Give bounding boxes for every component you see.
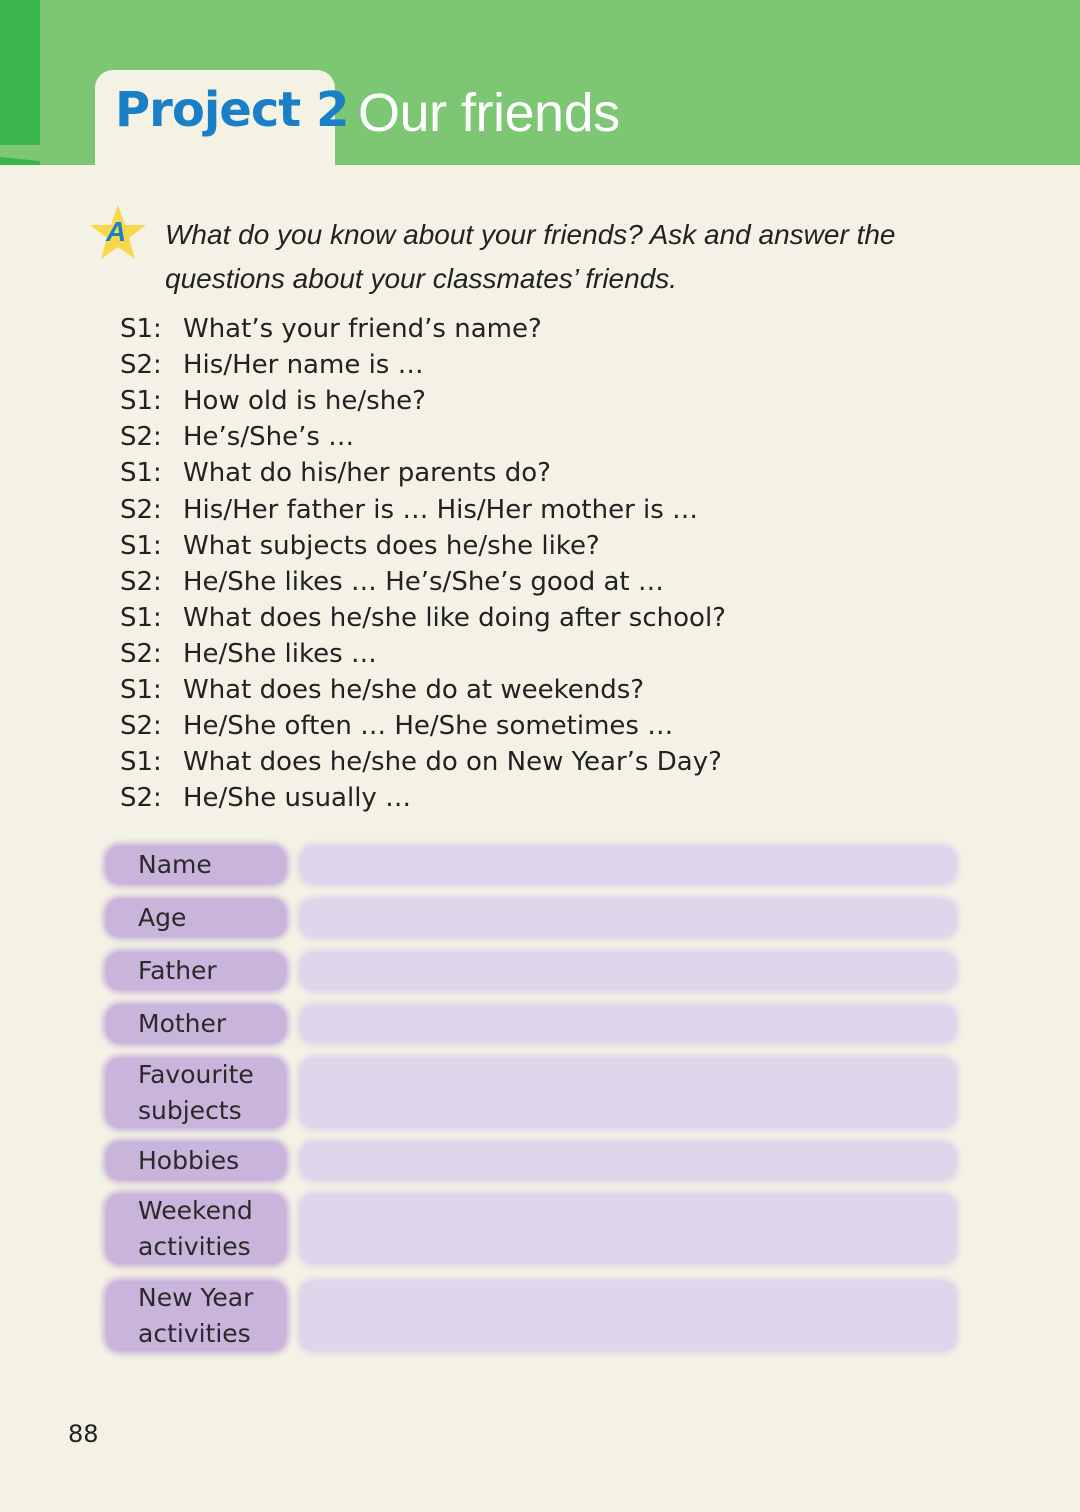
dialogue-line bbox=[120, 564, 880, 600]
dialogue-line bbox=[120, 455, 880, 491]
form-field-name[interactable] bbox=[300, 846, 956, 884]
speaker-label: S2: bbox=[120, 711, 162, 742]
form-label-hobbies: Hobbies bbox=[106, 1142, 286, 1180]
form-label-name: Name bbox=[106, 846, 286, 884]
dialogue-text: He/She often … He/She sometimes … bbox=[183, 711, 674, 742]
dialogue-text: What does he/she like doing after school? bbox=[183, 602, 726, 633]
dialogue-text: What subjects does he/she like? bbox=[183, 530, 600, 561]
form-label-favourite-subjects: Favourite subjects bbox=[106, 1058, 286, 1128]
form-field-weekend-activities[interactable] bbox=[300, 1194, 956, 1264]
speaker-label: S1: bbox=[120, 458, 162, 489]
dialogue-text: He’s/She’s … bbox=[183, 422, 355, 453]
dialogue-text: What’s your friend’s name? bbox=[183, 314, 542, 345]
speaker-label: S2: bbox=[120, 350, 162, 381]
speaker-label: S1: bbox=[120, 747, 162, 778]
dialogue-text: What does he/she do on New Year’s Day? bbox=[183, 747, 722, 778]
dialogue-line bbox=[120, 311, 880, 347]
speaker-label: S1: bbox=[120, 674, 162, 705]
form-field-father[interactable] bbox=[300, 952, 956, 990]
form-label-new-year-activities: New Year activities bbox=[106, 1281, 286, 1351]
form-field-hobbies[interactable] bbox=[300, 1142, 956, 1180]
dialogue-line bbox=[120, 383, 880, 419]
dialogue-line bbox=[120, 419, 880, 455]
header-strip bbox=[0, 0, 40, 165]
dialogue-line bbox=[120, 600, 880, 636]
form-label-father: Father bbox=[106, 952, 286, 990]
speaker-label: S2: bbox=[120, 566, 162, 597]
dialogue-line bbox=[120, 744, 880, 780]
page-title: Our friends bbox=[358, 83, 620, 143]
form-field-new-year-activities[interactable] bbox=[300, 1281, 956, 1351]
activity-letter: A bbox=[106, 216, 127, 247]
dialogue-text: He/She usually … bbox=[183, 783, 412, 814]
dialogue-line bbox=[120, 708, 880, 744]
dialogue-line bbox=[120, 528, 880, 564]
dialogue bbox=[120, 311, 880, 816]
dialogue-text: What does he/she do at weekends? bbox=[183, 674, 645, 705]
dialogue-text: His/Her father is … His/Her mother is … bbox=[183, 494, 699, 525]
speaker-label: S1: bbox=[120, 602, 162, 633]
dialogue-line bbox=[120, 491, 880, 527]
form-field-age[interactable] bbox=[300, 899, 956, 937]
dialogue-line bbox=[120, 347, 880, 383]
activity-instruction: What do you know about your friends? Ask and answer the questions about your classmates’ friends. bbox=[165, 219, 896, 294]
speaker-label: S1: bbox=[120, 314, 162, 345]
dialogue-text: He/She likes … bbox=[183, 638, 377, 669]
speaker-label: S1: bbox=[120, 386, 162, 417]
dialogue-text: He/She likes … He’s/She’s good at … bbox=[183, 566, 664, 597]
project-label: Project 2 bbox=[115, 82, 349, 138]
dialogue-line bbox=[120, 780, 880, 816]
form-field-mother[interactable] bbox=[300, 1005, 956, 1043]
speaker-label: S2: bbox=[120, 783, 162, 814]
dialogue-line bbox=[120, 636, 880, 672]
speaker-label: S2: bbox=[120, 494, 162, 525]
dialogue-text: How old is he/she? bbox=[183, 386, 426, 417]
dialogue-text: His/Her name is … bbox=[183, 350, 424, 381]
speaker-label: S2: bbox=[120, 638, 162, 669]
page-number: 88 bbox=[68, 1420, 99, 1448]
speaker-label: S1: bbox=[120, 530, 162, 561]
dialogue-text: What do his/her parents do? bbox=[183, 458, 551, 489]
form-label-mother: Mother bbox=[106, 1005, 286, 1043]
speaker-label: S2: bbox=[120, 422, 162, 453]
form-field-favourite-subjects[interactable] bbox=[300, 1058, 956, 1128]
dialogue-line bbox=[120, 672, 880, 708]
form-label-weekend-activities: Weekend activities bbox=[106, 1194, 286, 1264]
form-label-age: Age bbox=[106, 899, 286, 937]
